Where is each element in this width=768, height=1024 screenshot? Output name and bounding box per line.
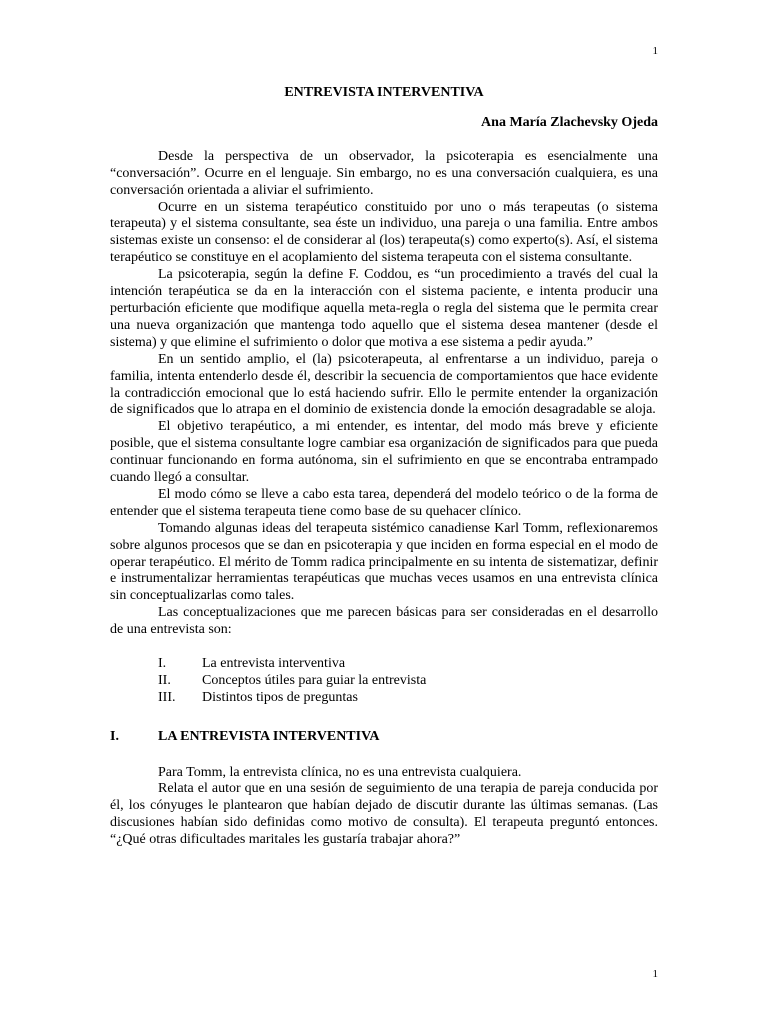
paragraph: Relata el autor que en una sesión de seguimiento de una terapia de pareja conducida por él, los cónyuges le plantearon que habían dejado de discutir durante las últimas semanas. (Las discusiones habían sido definidas como motivo de consulta). El terapeuta preguntó entonces. “¿Qué otras dificultades maritales les gustaría trabajar ahora?”: [110, 781, 658, 848]
paragraph: El modo cómo se lleve a cabo esta tarea, dependerá del modelo teórico o de la forma de entender que el sistema terapeuta tiene como base de su quehacer clínico.: [110, 486, 658, 519]
section-heading: [110, 729, 658, 746]
outline-item-label: Conceptos útiles para guiar la entrevista: [202, 673, 427, 689]
paragraph: La psicoterapia, según la define F. Coddou, es “un procedimiento a través del cual la intención terapéutica se da en la interacción con el sistema paciente, e intenta producir una perturbación eficiente que modifique aquella meta-regla o regla del sistema que le permita crear una nueva organización que mantenga todo aquello que el sistema desea mantener (desde el sistema) y que elimine el sufrimiento o dolor que motiva a ese sistema a pedir ayuda.”: [110, 267, 658, 350]
paragraph: El objetivo terapéutico, a mi entender, es intentar, del modo más breve y eficiente posible, que el sistema consultante logre cambiar esa organización de significados para que pueda continuar funcionando en forma autónoma, sin el sufrimiento en que se encontraba entrampado cuando llegó a consultar.: [110, 419, 658, 486]
paragraph: Para Tomm, la entrevista clínica, no es una entrevista cualquiera.: [158, 764, 522, 780]
document-author: Ana María Zlachevsky Ojeda: [481, 114, 658, 130]
section-title: LA ENTREVISTA INTERVENTIVA: [158, 728, 380, 744]
paragraph: Tomando algunas ideas del terapeuta sistémico canadiense Karl Tomm, reflexionaremos sobre algunos procesos que se dan en psicoterapia y que inciden en forma especial en el modo de operar terapéutico. El mérito de Tomm radica principalmente en su intenta de sistematizar, definir e instrumentalizar herramientas terapéuticas que muchas veces usamos en una entrevista clínica sin conceptualizarlas como tales.: [110, 520, 658, 604]
outline-item: [158, 673, 658, 690]
outline-item-number: I.: [158, 656, 167, 672]
paragraph: Desde la perspectiva de un observador, la psicoterapia es esencialmente una “conversación”. Ocurre en el lenguaje. Sin embargo, no es una conversación cualquiera, es una conversación orientada a aliviar el sufrimiento.: [110, 148, 658, 198]
document-content: [110, 85, 658, 849]
outline-item-label: La entrevista interventiva: [202, 656, 346, 672]
page-number-top: 1: [652, 45, 658, 57]
outline-item: [158, 690, 658, 707]
paragraph: Las conceptualizaciones que me parecen básicas para ser consideradas en el desarrollo de una entrevista son:: [110, 605, 658, 638]
document-title: ENTREVISTA INTERVENTIVA: [284, 85, 484, 100]
paragraph: Ocurre en un sistema terapéutico constituido por uno o más terapeutas (o sistema terapeuta) y el sistema consultante, sea éste un individuo, una pareja o una familia. Entre ambos sistemas existe un consenso: el de considerar al (los) terapeuta(s) como experto(s). Así, el sistema terapéutico se constituye en el acoplamiento del sistema terapeuta con el sistema consultante.: [110, 199, 658, 266]
paragraph: En un sentido amplio, el (la) psicoterapeuta, al enfrentarse a un individuo, pareja o familia, intenta entenderlo desde él, describir la secuencia de comportamientos que hace evidente la contradicción emocional que lo está haciendo sufrir. Ello le permite entender la organización de significados que lo atrapa en el dominio de existencia donde la emoción desagradable se aloja.: [110, 351, 658, 418]
outline-item-number: II.: [158, 673, 171, 689]
outline-item-number: III.: [158, 690, 176, 706]
outline-item: [158, 656, 658, 673]
page-number-bottom: 1: [652, 968, 658, 980]
outline-item-label: Distintos tipos de preguntas: [202, 690, 358, 706]
section-number: I.: [110, 728, 119, 744]
outline-list: [158, 656, 658, 708]
